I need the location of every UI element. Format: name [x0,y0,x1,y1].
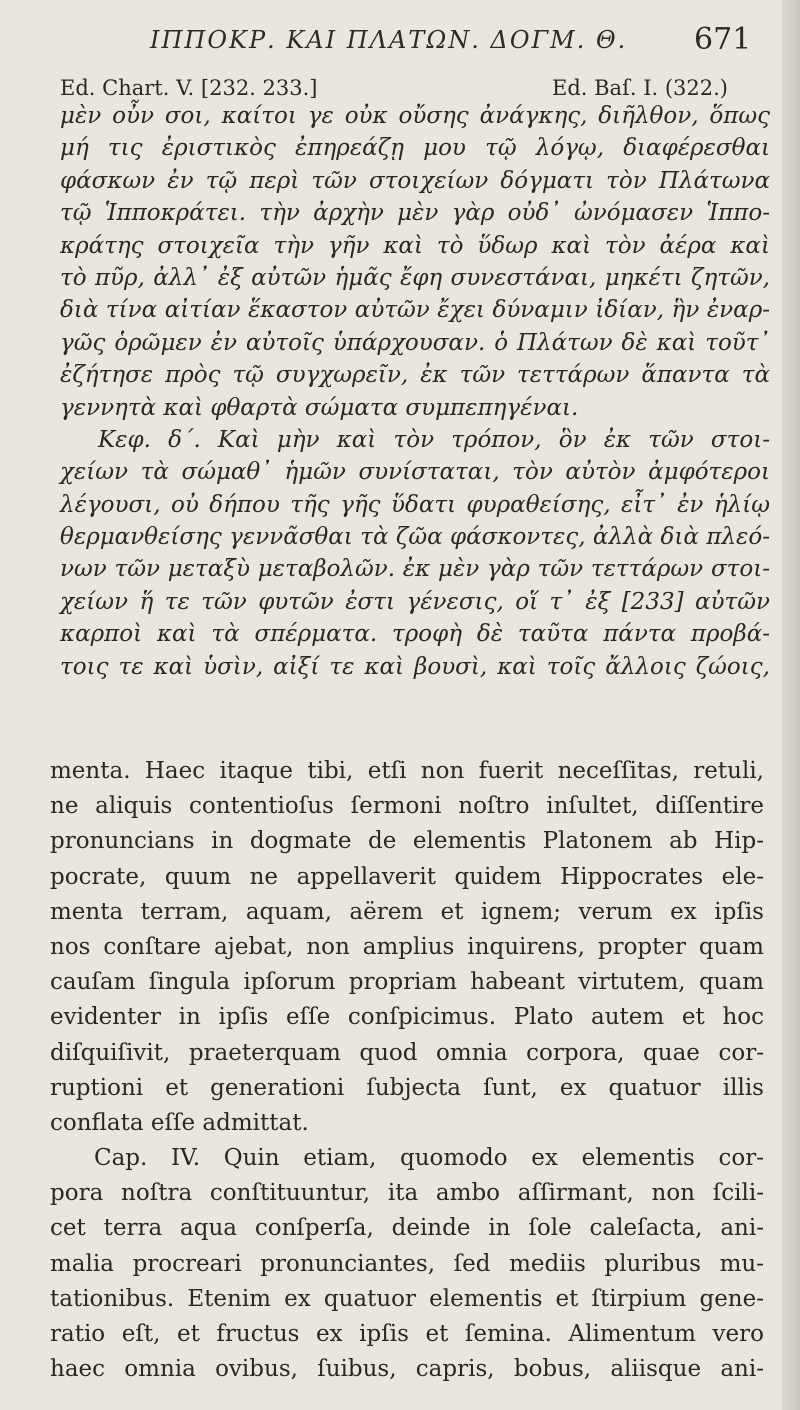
latin-line: pronuncians in dogmate de elementis Platonem ab Hip- [50,828,764,855]
greek-line: θερμανθείσης γεννᾶσθαι τὰ ζῶα φάσκοντες, ἀλλὰ διὰ πλεό- [60,524,770,551]
greek-line: μή τις ἐριστικὸς ἐπηρεάζῃ μου τῷ λόγῳ, διαφέρεσθαι [60,135,770,162]
latin-line: nos conſtare ajebat, non amplius inquirens, propter quam [50,933,764,960]
latin-line: diſquiſivit, praeterquam quod omnia corpora, quae cor- [50,1039,764,1066]
greek-line: καρποὶ καὶ τὰ σπέρματα. τροφὴ δὲ ταῦτα πάντα προβά- [60,621,770,648]
greek-line: τῷ Ἱπποκράτει. τὴν ἀρχὴν μὲν γὰρ οὐδ᾽ ὠνόμασεν Ἱππο- [60,200,770,227]
latin-line: conflata eſſe admittat. [50,1109,309,1136]
latin-line: malia procreari pronunciantes, ſed mediis pluribus mu- [50,1250,764,1277]
edition-reference-chartier: Ed. Chart. V. [232. 233.] [60,76,318,100]
greek-line: τοις τε καὶ ὑσὶν, αἰξί τε καὶ βουσὶ, καὶ τοῖς ἄλλοις ζώοις, [60,653,770,680]
latin-line: tationibus. Etenim ex quatuor elementis et ſtirpium gene- [50,1285,764,1312]
latin-line: cet terra aqua conſperſa, deinde in ſole caleſacta, ani- [50,1215,764,1242]
greek-line: διὰ τίνα αἰτίαν ἕκαστον αὐτῶν ἔχει δύναμιν ἰδίαν, ἣν ἐναρ- [60,297,770,324]
greek-line: τὸ πῦρ, ἀλλ᾽ ἐξ αὐτῶν ἡμᾶς ἔφη συνεστάναι, μηκέτι ζητῶν, [60,264,770,291]
greek-chapter-heading-line: Κεφ. δ΄. Καὶ μὴν καὶ τὸν τρόπον, ὃν ἐκ τῶν στοι- [98,426,770,453]
greek-line: νων τῶν μεταξὺ μεταβολῶν. ἐκ μὲν γὰρ τῶν τεττάρων στοι- [60,556,770,583]
latin-line: ne aliquis contentioſus ſermoni noſtro inſultet, diſſentire [50,793,764,820]
greek-line: μὲν οὖν σοι, καίτοι γε οὐκ οὔσης ἀνάγκης, διῆλθον, ὅπως [60,103,770,129]
edition-reference-basel: Ed. Baſ. I. (322.) [552,76,728,100]
greek-line: ἐζήτησε πρὸς τῷ συγχωρεῖν, ἐκ τῶν τεττάρων ἅπαντα τὰ [60,362,770,389]
latin-line: pora noſtra conſtituuntur, ita ambo aſſirmant, non ſcili- [50,1180,764,1207]
greek-line: χείων τὰ σώμαθ᾽ ἡμῶν συνίσταται, τὸν αὐτὸν ἀμφότεροι [60,459,770,486]
latin-line: ratio eſt, et fructus ex ipſis et ſemina. Alimentum vero [50,1321,764,1347]
latin-line: menta terram, aquam, aërem et ignem; verum ex ipſis [50,898,764,925]
greek-line: χείων ἥ τε τῶν φυτῶν ἐστι γένεσις, οἵ τ᾽ ἐξ [233] αὐτῶν [60,588,770,615]
greek-line: λέγουσι, οὐ δήπου τῆς γῆς ὕδατι φυραθείσης, εἶτ᾽ ἐν ἡλίῳ [60,491,770,518]
greek-line: γῶς ὁρῶμεν ἐν αὐτοῖς ὑπάρχουσαν. ὁ Πλάτων δὲ καὶ τοῦτ᾽ [60,329,770,356]
greek-line: κράτης στοιχεῖα τὴν γῆν καὶ τὸ ὕδωρ καὶ τὸν ἀέρα καὶ [60,232,770,259]
latin-line: menta. Haec itaque tibi, etſi non fuerit neceſſitas, retuli, [50,758,764,784]
page-edge-shadow [782,0,800,1410]
page-number: 671 [694,22,752,57]
latin-line: haec omnia ovibus, ſuibus, capris, bobus, aliisque ani- [50,1356,764,1383]
latin-line: cauſam ſingula ipſorum propriam habeant virtutem, quam [50,969,764,996]
latin-text-block [50,754,764,1387]
greek-line: γεννητὰ καὶ φθαρτὰ σώματα συμπεπηγέναι. [60,394,579,421]
greek-line: φάσκων ἐν τῷ περὶ τῶν στοιχείων δόγματι τὸν Πλάτωνα [60,167,770,194]
latin-line: pocrate, quum ne appellaverit quidem Hippocrates ele- [50,863,764,890]
running-head: ΙΠΠΟΚΡ. ΚΑΙ ΠΛΑΤΩΝ. ΔΟΓΜ. Θ. [150,26,628,54]
latin-chapter-heading-line: Cap. IV. Quin etiam, quomodo ex elementis cor- [94,1145,764,1172]
greek-text-block [60,100,770,683]
latin-line: ruptioni et generationi ſubjecta ſunt, ex quatuor illis [50,1074,764,1101]
latin-line: evidenter in ipſis eſſe conſpicimus. Plato autem et hoc [50,1004,764,1031]
